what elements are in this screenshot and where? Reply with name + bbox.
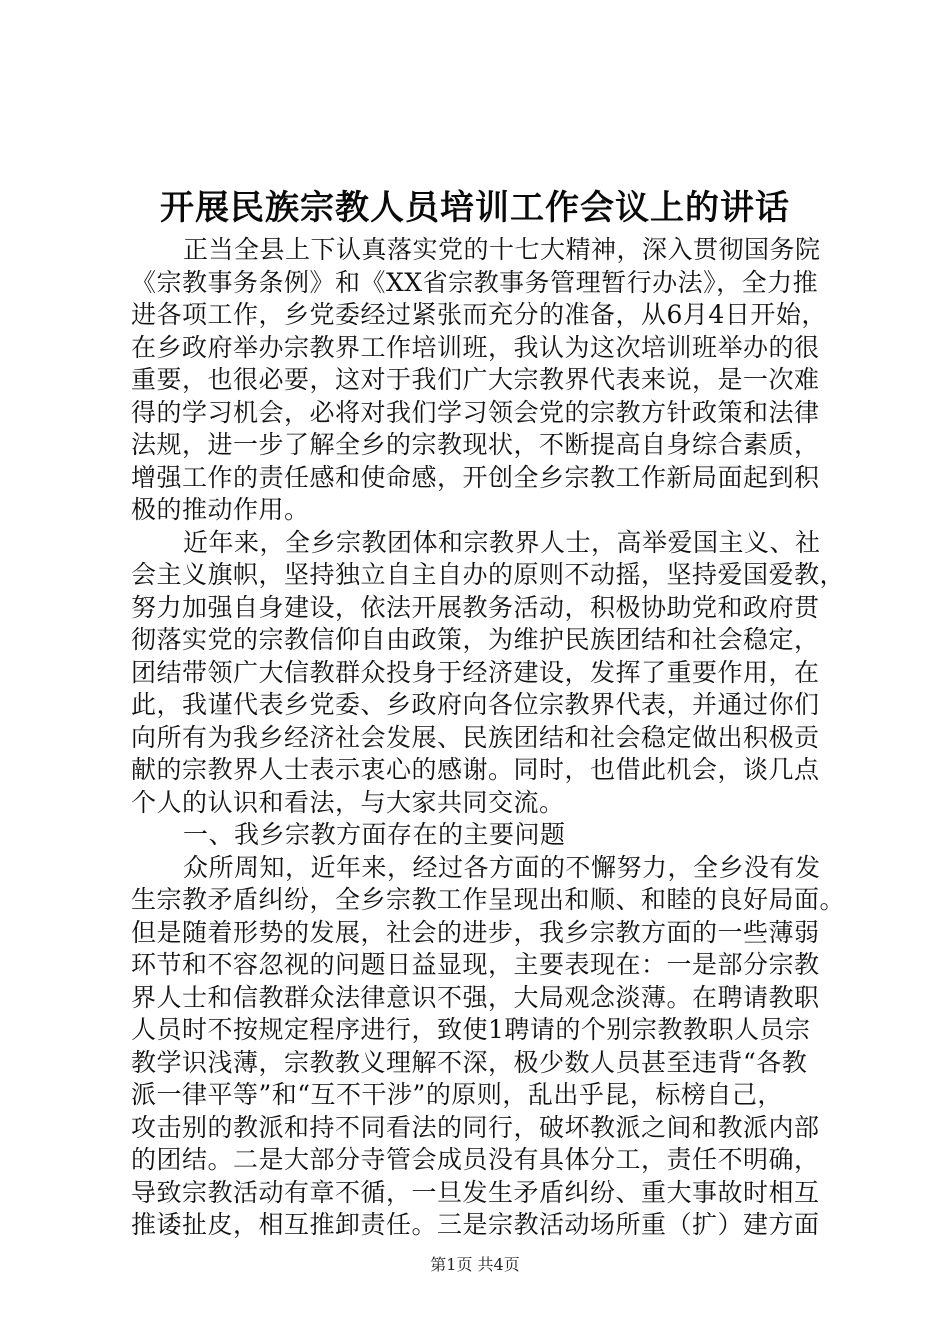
text-line: 近年来，全乡宗教团体和宗教界人士，高举爱国主义、社 [183,527,821,557]
text-line: 在乡政府举办宗教界工作培训班，我认为这次培训班举办的很 [131,332,820,362]
text-line: 向所有为我乡经济社会发展、民族团结和社会稳定做出积极贡 [131,722,820,752]
text-line: 得的学习机会，必将对我们学习领会党的宗教方针政策和法律 [131,397,820,427]
text-line: 此，我谨代表乡党委、乡政府向各位宗教界代表，并通过你们 [131,690,820,719]
text-line: 一、我乡宗教方面存在的主要问题 [183,820,566,849]
text-line: 极的推动作用。 [131,495,310,524]
text-line: 会主义旗帜，坚持独立自主自办的原则不动摇，坚持爱国爱教， [131,560,846,589]
text-line: 教学识浅薄，宗教教义理解不深，极少数人员甚至违背“各教 [131,1047,808,1077]
text-line: 重要，也很必要，这对于我们广大宗教界代表来说，是一次难 [131,365,820,394]
text-line: 法规，进一步了解全乡的宗教现状，不断提高自身综合素质， [131,430,820,459]
text-line: 生宗教矛盾纠纷，全乡宗教工作呈现出和顺、和睦的良好局面。 [131,885,846,914]
text-line: 派一律平等”和“互不干涉”的原则，乱出乎昆，标榜自己， [131,1080,783,1109]
text-line: 的团结。二是大部分寺管会成员没有具体分工，责任不明确， [131,1145,820,1174]
document-body [131,234,846,1242]
text-line: 但是随着形势的发展，社会的进步，我乡宗教方面的一些薄弱 [131,917,820,947]
text-line: 界人士和信教群众法律意识不强，大局观念淡薄。在聘请教职 [131,982,820,1012]
text-line: 增强工作的责任感和使命感，开创全乡宗教工作新局面起到积 [131,462,820,492]
text-line: 攻击别的教派和持不同看法的同行，破坏教派之间和教派内部 [131,1112,820,1142]
text-line: 环节和不容忽视的问题日益显现，主要表现在：一是部分宗教 [131,950,820,979]
page-footer: 第1页 共4页 [430,1255,520,1274]
document-title: 开展民族宗教人员培训工作会议上的讲话 [160,188,790,228]
text-line: 团结带领广大信教群众投身于经济建设，发挥了重要作用，在 [131,657,820,687]
text-line: 众所周知，近年来，经过各方面的不懈努力，全乡没有发 [183,852,821,882]
text-line: 《宗教事务条例》和《XX省宗教事务管理暂行办法》，全力推 [131,267,819,297]
text-line: 导致宗教活动有章不循，一旦发生矛盾纠纷、重大事故时相互 [131,1177,820,1207]
text-line: 个人的认识和看法，与大家共同交流。 [131,787,565,817]
text-line: 进各项工作，乡党委经过紧张而充分的准备，从6月4日开始， [131,300,827,329]
text-line: 献的宗教界人士表示衷心的感谢。同时，也借此机会，谈几点 [131,755,820,784]
text-line: 正当全县上下认真落实党的十七大精神，深入贯彻国务院 [183,235,821,264]
text-line: 推诿扯皮，相互推卸责任。三是宗教活动场所重（扩）建方面 [131,1210,820,1239]
text-line: 人员时不按规定程序进行，致使1聘请的个别宗教教职人员宗 [131,1015,811,1044]
text-line: 努力加强自身建设，依法开展教务活动，积极协助党和政府贯 [131,592,820,622]
text-line: 彻落实党的宗教信仰自由政策，为维护民族团结和社会稳定， [131,625,820,654]
